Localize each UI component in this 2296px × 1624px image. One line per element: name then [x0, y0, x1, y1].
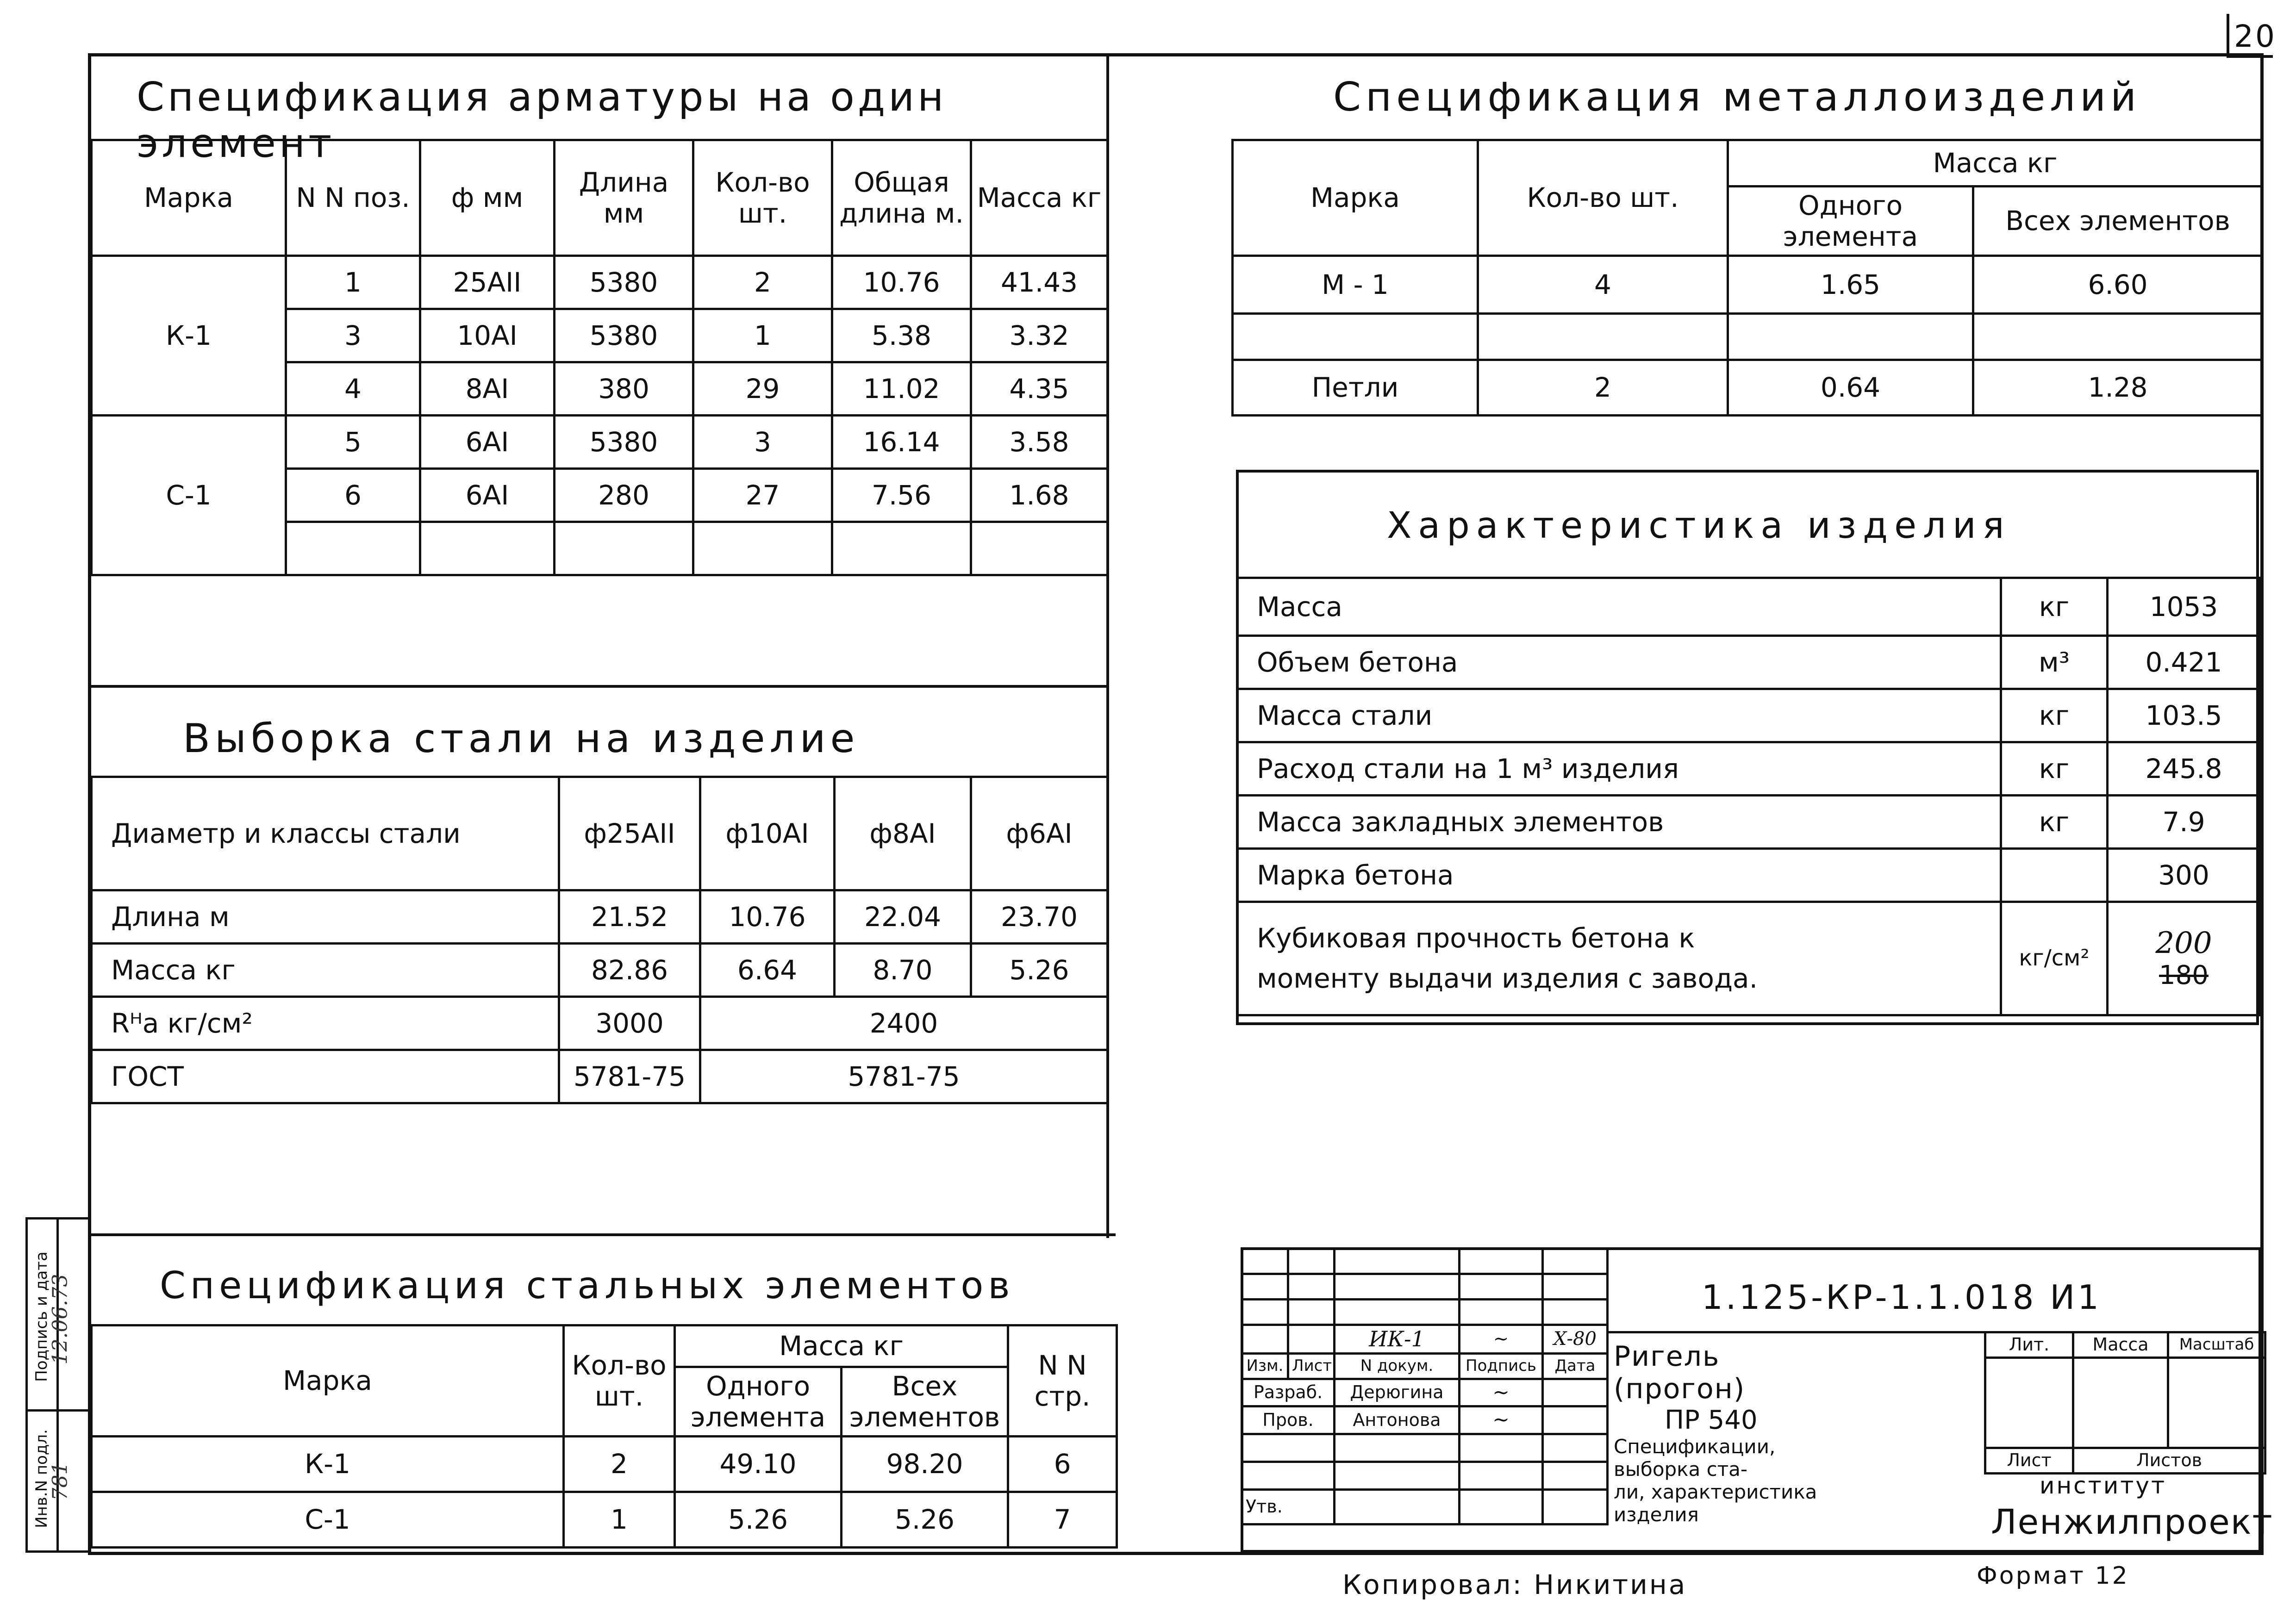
stamp-cell	[1543, 1274, 1608, 1300]
qty-cell: 1	[564, 1492, 675, 1548]
value-cell: 6.64	[700, 944, 835, 997]
stamp-cell	[1460, 1249, 1543, 1274]
change-signature: ~	[1460, 1325, 1543, 1354]
total-cell: 16.14	[832, 416, 971, 469]
one-cell: 5.26	[675, 1492, 842, 1548]
char-value: 300	[2108, 849, 2260, 902]
col-mass: Масса кг	[971, 140, 1108, 256]
all-cell: 6.60	[1973, 256, 2263, 314]
col-qty: Кол-во шт.	[693, 140, 832, 256]
empty-cell	[420, 522, 555, 575]
col-page: N N стр.	[1008, 1325, 1117, 1437]
product-char	[1236, 470, 2259, 1025]
mark-cell: С-1	[92, 416, 286, 575]
side-inv-label: Инв.N подл.	[32, 1429, 51, 1528]
institute-label: институт	[2040, 1472, 2167, 1499]
mark-cell: Петли	[1233, 360, 1478, 416]
char-label: Масса закладных элементов	[1237, 796, 2001, 849]
all-cell: 5.26	[842, 1492, 1008, 1548]
title-line: ПР 540	[1665, 1405, 1758, 1435]
mass-cell: 3.58	[971, 416, 1108, 469]
col-one: Одного элемента	[675, 1367, 842, 1437]
total-cell: 11.02	[832, 362, 971, 416]
one-cell: 0.64	[1728, 360, 1973, 416]
col-qty: Кол-во шт.	[1478, 140, 1728, 256]
drawing-code: 1.125-КР-1.1.018 И1	[1702, 1278, 2102, 1317]
table-row	[1237, 689, 2260, 742]
len-cell: 5380	[555, 256, 693, 309]
side-stamp	[25, 1217, 90, 1553]
value-cell: 82.86	[559, 944, 700, 997]
designer-name: Дерюгина	[1335, 1379, 1460, 1406]
mass-cell: 1.68	[971, 469, 1108, 522]
strength-old-value: 180	[2159, 960, 2209, 990]
product-char-table	[1236, 577, 2261, 1016]
char-unit: кг	[2001, 578, 2108, 636]
char-value: 245.8	[2108, 742, 2260, 796]
product-char-title: Характеристика изделия	[1387, 505, 2011, 547]
copied-by: Копировал: Никитина	[1342, 1569, 1687, 1600]
total-cell: 5.38	[832, 309, 971, 362]
rebar-spec-title: Спецификация арматуры на один элемент	[137, 74, 947, 167]
col-mark: Марка	[92, 1325, 564, 1437]
char-unit: кг/см²	[2001, 902, 2108, 1015]
value-cell: 5.26	[971, 944, 1108, 997]
table-row	[1233, 314, 2263, 360]
qty-cell: 2	[1478, 360, 1728, 416]
stamp-cell	[1460, 1462, 1543, 1490]
len-cell: 5380	[555, 416, 693, 469]
title-block	[1241, 1247, 2273, 1553]
qty-cell: 27	[693, 469, 832, 522]
table-row	[92, 944, 1108, 997]
stamp-cell	[1543, 1249, 1608, 1274]
sheet-label: Лист	[1985, 1448, 2073, 1474]
empty-cell	[286, 522, 420, 575]
steel-elements-title: Спецификация стальных элементов	[160, 1264, 1015, 1307]
diam-cell: 6АI	[420, 469, 555, 522]
mark-cell: С-1	[92, 1492, 564, 1548]
char-value: 1053	[2108, 578, 2260, 636]
total-cell: 10.76	[832, 256, 971, 309]
strength-label	[1237, 902, 2001, 1015]
stamp-cell	[1543, 1379, 1608, 1406]
page-cell: 7	[1008, 1492, 1117, 1548]
stamp-cell	[1543, 1406, 1608, 1434]
mass-cell: 3.32	[971, 309, 1108, 362]
stamp-cell	[1288, 1249, 1335, 1274]
col-all: Всех элементов	[842, 1367, 1008, 1437]
empty-cell	[971, 522, 1108, 575]
stamp-cell	[1460, 1274, 1543, 1300]
value-cell: 5781-75	[700, 1050, 1108, 1103]
sheet-number-box	[2227, 14, 2277, 58]
value-cell: 10.76	[700, 890, 835, 944]
side-sign-value: 12.06.73	[48, 1274, 72, 1365]
steel-elements	[90, 1233, 1116, 1553]
page-cell: 6	[1008, 1437, 1117, 1492]
scale-label: Масштаб	[2168, 1332, 2265, 1358]
char-value: 7.9	[2108, 796, 2260, 849]
mass-cell: 41.43	[971, 256, 1108, 309]
mass-cell	[2073, 1358, 2168, 1448]
one-cell	[1728, 314, 1973, 360]
drawing-title	[1614, 1340, 1836, 1526]
stamp-cell	[1460, 1300, 1543, 1325]
stamp-cell	[1543, 1434, 1608, 1462]
len-cell: 5380	[555, 309, 693, 362]
role-label: Разраб.	[1242, 1379, 1335, 1406]
metal-spec	[1231, 56, 2261, 417]
table-row	[1237, 742, 2260, 796]
all-cell: 1.28	[1973, 360, 2263, 416]
lit-cell	[1985, 1358, 2073, 1448]
len-cell: 380	[555, 362, 693, 416]
total-cell: 7.56	[832, 469, 971, 522]
table-row	[1233, 256, 2263, 314]
qty-cell: 1	[693, 309, 832, 362]
table-row	[92, 1050, 1108, 1103]
diam-cell: 10АI	[420, 309, 555, 362]
char-value: 103.5	[2108, 689, 2260, 742]
col-total: Общая длина м.	[832, 140, 971, 256]
pos-cell: 6	[286, 469, 420, 522]
stamp-cell	[1460, 1490, 1543, 1524]
table-row	[92, 1437, 1117, 1492]
change-mark: ИК-1	[1335, 1325, 1460, 1354]
qty-cell: 29	[693, 362, 832, 416]
table-row	[1237, 849, 2260, 902]
qty-cell	[1478, 314, 1728, 360]
table-row	[92, 1492, 1117, 1548]
char-label: Масса	[1237, 578, 2001, 636]
strength-label-line: моменту выдачи изделия с завода.	[1257, 963, 1758, 994]
char-label: Масса стали	[1237, 689, 2001, 742]
value-cell: 21.52	[559, 890, 700, 944]
col-mass: Масса кг	[1728, 140, 2263, 187]
col-diam: ф мм	[420, 140, 555, 256]
stamp-cell	[1335, 1249, 1460, 1274]
checker-name: Антонова	[1335, 1406, 1460, 1434]
len-cell: 280	[555, 469, 693, 522]
empty-cell	[693, 522, 832, 575]
col-label: Подпись	[1460, 1353, 1543, 1379]
char-unit: кг	[2001, 796, 2108, 849]
stamp-cell	[1335, 1462, 1460, 1490]
strength-value: 200	[2155, 926, 2212, 960]
value-cell: 8.70	[835, 944, 971, 997]
table-row	[92, 997, 1108, 1050]
col-label: N докум.	[1335, 1353, 1460, 1379]
value-cell: 2400	[700, 997, 1108, 1050]
table-row	[1237, 636, 2260, 689]
stamp-cell	[1543, 1462, 1608, 1490]
stamp-cell	[1242, 1300, 1288, 1325]
role-label: Утв.	[1242, 1490, 1335, 1524]
row-label: Rᴴa кг/см²	[92, 997, 559, 1050]
col-len: Длина мм	[555, 140, 693, 256]
stamp-cell	[1288, 1274, 1335, 1300]
table-row	[92, 890, 1108, 944]
mark-cell: М - 1	[1233, 256, 1478, 314]
qty-cell: 2	[693, 256, 832, 309]
title-line: Спецификации, выборка ста-	[1614, 1435, 1776, 1481]
one-cell: 49.10	[675, 1437, 842, 1492]
stamp-cell	[1460, 1434, 1543, 1462]
stamp-grid	[1241, 1247, 1609, 1525]
stamp-cell	[1242, 1274, 1288, 1300]
rebar-spec-table	[90, 139, 1109, 576]
stamp-cell	[1335, 1300, 1460, 1325]
diam-col: ф10АI	[700, 777, 835, 890]
strength-value-cell	[2108, 902, 2260, 1015]
lit-grid	[1984, 1331, 2266, 1475]
col-all: Всех элементов	[1973, 187, 2263, 256]
stamp-cell	[1242, 1434, 1335, 1462]
pos-cell: 3	[286, 309, 420, 362]
diam-cell: 8АI	[420, 362, 555, 416]
diam-col: ф8АI	[835, 777, 971, 890]
char-label: Объем бетона	[1237, 636, 2001, 689]
pos-cell: 5	[286, 416, 420, 469]
steel-selection	[90, 685, 1106, 1111]
scale-cell	[2168, 1358, 2265, 1448]
row-label: Масса кг	[92, 944, 559, 997]
pos-cell: 1	[286, 256, 420, 309]
steel-selection-table	[90, 776, 1109, 1104]
value-cell: 23.70	[971, 890, 1108, 944]
format-label: Формат 12	[1977, 1562, 2129, 1590]
mass-label: Масса	[2073, 1332, 2168, 1358]
char-unit	[2001, 849, 2108, 902]
stamp-cell	[1242, 1462, 1335, 1490]
side-inv-value: 781	[48, 1462, 72, 1501]
empty-cell	[555, 522, 693, 575]
col-label: Изм.	[1242, 1353, 1288, 1379]
title-line: ли, характеристика изделия	[1614, 1481, 1817, 1526]
stamp-cell	[1543, 1490, 1608, 1524]
mark-cell: К-1	[92, 256, 286, 416]
institute-name: Ленжилпроект	[1991, 1502, 2273, 1542]
mark-cell	[1233, 314, 1478, 360]
col-mark: Марка	[1233, 140, 1478, 256]
table-row	[1237, 578, 2260, 636]
char-label: Расход стали на 1 м³ изделия	[1237, 742, 2001, 796]
checker-signature: ~	[1460, 1406, 1543, 1434]
diam-cell: 6АI	[420, 416, 555, 469]
col-one: Одного элемента	[1728, 187, 1973, 256]
pos-cell: 4	[286, 362, 420, 416]
col-mass: Масса кг	[675, 1325, 1008, 1367]
role-label: Пров.	[1242, 1406, 1335, 1434]
steel-selection-title: Выборка стали на изделие	[183, 716, 860, 762]
table-row	[1237, 796, 2260, 849]
col-mark: Марка	[92, 140, 286, 256]
diam-cell: 25АII	[420, 256, 555, 309]
lit-label: Лит.	[1985, 1332, 2073, 1358]
mark-cell: К-1	[92, 1437, 564, 1492]
table-row	[1233, 360, 2263, 416]
stamp-cell	[1335, 1490, 1460, 1524]
char-unit: кг	[2001, 689, 2108, 742]
sheets-label: Листов	[2073, 1448, 2265, 1474]
title-line: Ригель (прогон)	[1614, 1340, 1746, 1405]
stamp-cell	[1288, 1300, 1335, 1325]
metal-spec-title: Спецификация металлоизделий	[1333, 74, 2141, 120]
all-cell	[1973, 314, 2263, 360]
char-value: 0.421	[2108, 636, 2260, 689]
col-pos: N N поз.	[286, 140, 420, 256]
stamp-cell	[1335, 1434, 1460, 1462]
table-row	[1237, 902, 2260, 1015]
row-label: Длина м	[92, 890, 559, 944]
stamp-cell	[1242, 1325, 1288, 1354]
char-unit: м³	[2001, 636, 2108, 689]
designer-signature: ~	[1460, 1379, 1543, 1406]
qty-cell: 4	[1478, 256, 1728, 314]
col-label: Лист	[1288, 1353, 1335, 1379]
table-row	[92, 256, 1108, 309]
col-label: Дата	[1543, 1353, 1608, 1379]
char-label: Марка бетона	[1237, 849, 2001, 902]
value-cell: 22.04	[835, 890, 971, 944]
side-sign-label: Подпись и дата	[32, 1251, 51, 1382]
diam-col: ф6АI	[971, 777, 1108, 890]
diam-col: ф25АII	[559, 777, 700, 890]
qty-cell: 3	[693, 416, 832, 469]
stamp-cell	[1335, 1274, 1460, 1300]
stamp-cell	[1288, 1325, 1335, 1354]
value-cell: 5781-75	[559, 1050, 700, 1103]
rebar-spec	[90, 56, 1106, 583]
steel-elements-table	[90, 1324, 1118, 1549]
change-date: Х-80	[1543, 1325, 1608, 1354]
value-cell: 3000	[559, 997, 700, 1050]
all-cell: 98.20	[842, 1437, 1008, 1492]
metal-spec-table	[1231, 139, 2264, 417]
sheet-number: 20	[2234, 19, 2277, 54]
row-label: ГОСТ	[92, 1050, 559, 1103]
diam-header: Диаметр и классы стали	[92, 777, 559, 890]
table-row	[92, 416, 1108, 469]
strength-label-line: Кубиковая прочность бетона к	[1257, 922, 1695, 954]
stamp-cell	[1242, 1249, 1288, 1274]
stamp-cell	[1543, 1300, 1608, 1325]
char-unit: кг	[2001, 742, 2108, 796]
empty-cell	[832, 522, 971, 575]
one-cell: 1.65	[1728, 256, 1973, 314]
col-qty: Кол-во шт.	[564, 1325, 675, 1437]
mass-cell: 4.35	[971, 362, 1108, 416]
qty-cell: 2	[564, 1437, 675, 1492]
